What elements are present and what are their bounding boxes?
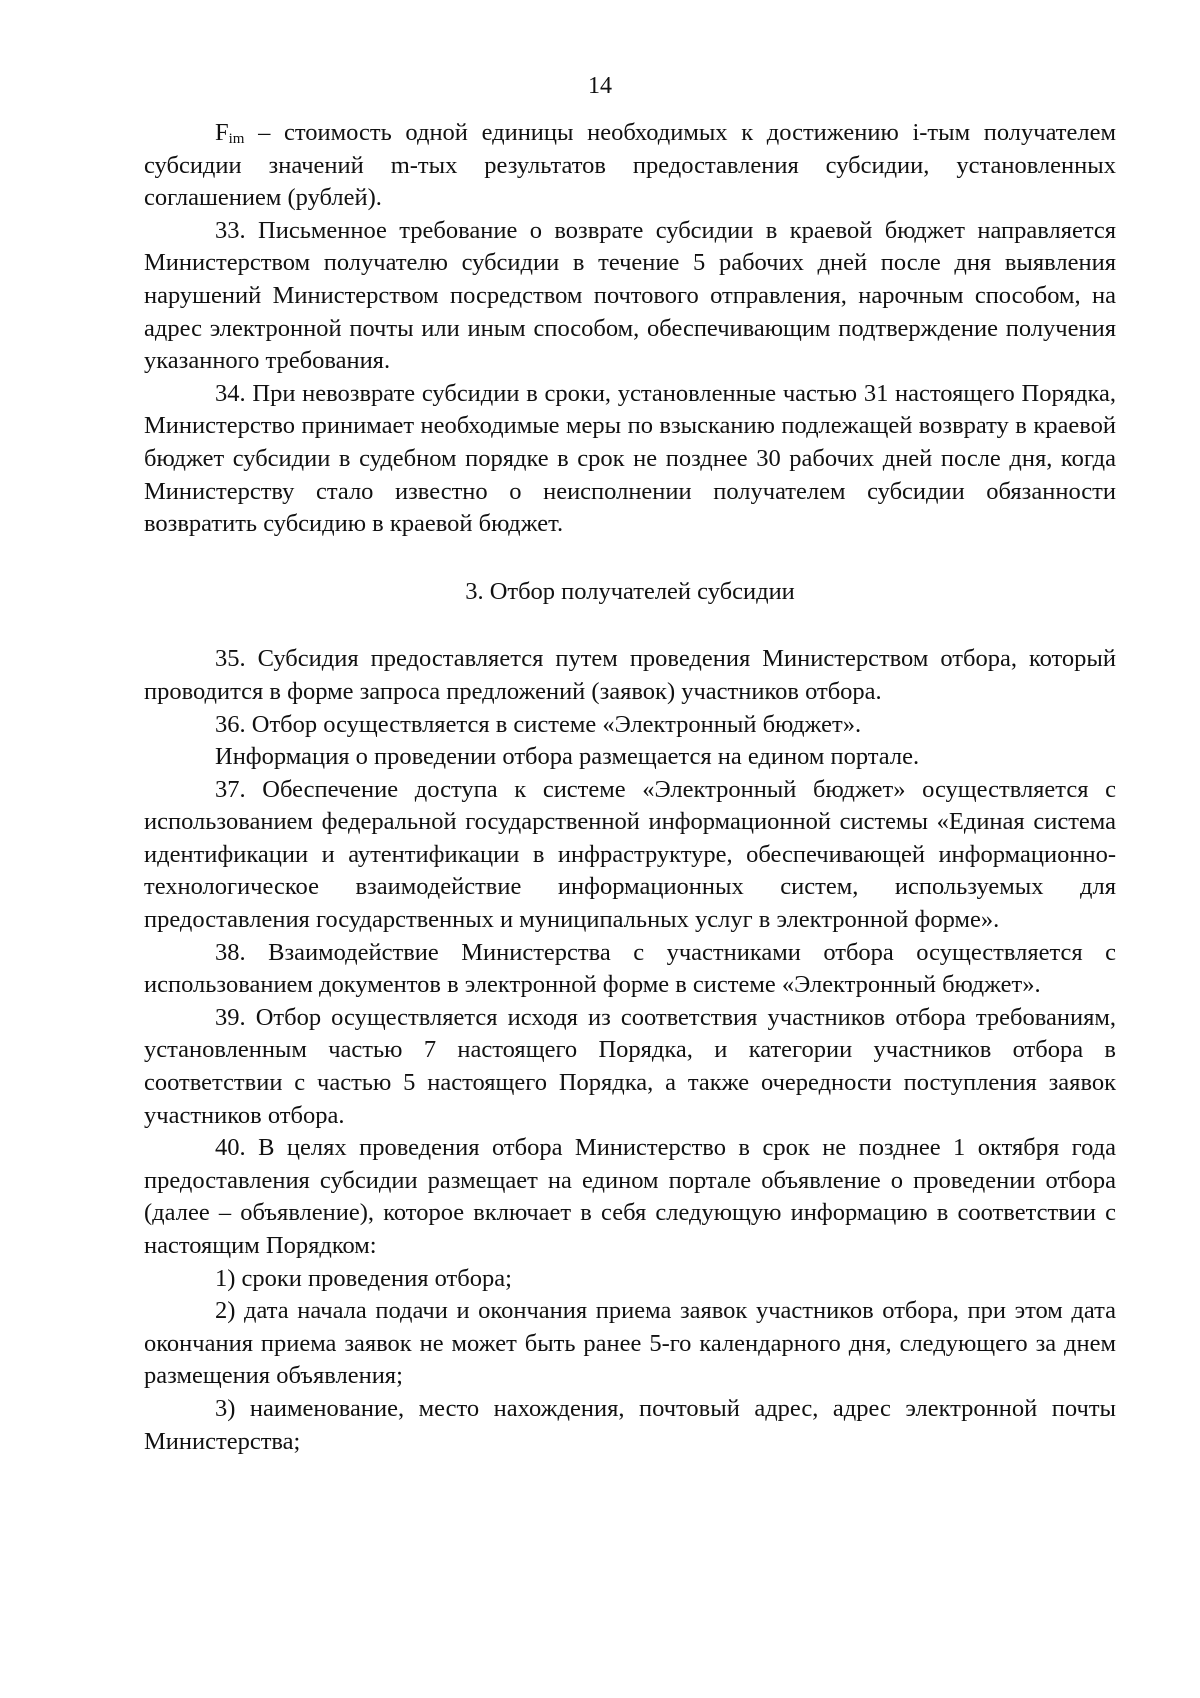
page-number: 14 (588, 73, 612, 99)
paragraph-37: 37. Обеспечение доступа к системе «Электронный бюджет» осуществляется с использованием федеральной государственной информационной системы «Единая система идентификации и аутентификации в инфраструктуре, обеспечивающей информационно-технологическое взаимодействие информационных систем, используемых для предоставления государственных и муниципальных услуг в электронной форме». (144, 775, 1116, 934)
paragraph-39: 39. Отбор осуществляется исходя из соответствия участников отбора требованиям, установленным частью 7 настоящего Порядка, и категории участников отбора в соответствии с частью 5 настоящего Порядка, а также очередности поступления заявок участников отбора. (144, 1003, 1116, 1129)
paragraph-40: 40. В целях проведения отбора Министерство в срок не позднее 1 октября года предоставления субсидии размещает на едином портале объявление о проведении отбора (далее – объявление), которое включает в себя следующую информацию в соответствии с настоящим Порядком: (144, 1134, 1116, 1259)
formula-definition: – стоимость одной единицы необходимых к достижению i-тым получателем субсидии значений m-тых результатов предоставления субсидии, установленных соглашением (рублей). (144, 119, 1116, 212)
paragraph-34: 34. При невозврате субсидии в сроки, установленные частью 31 настоящего Порядка, Министерство принимает необходимые меры по взысканию подлежащей возврату в краевой бюджет субсидии в судебном порядке в срок не позднее 30 рабочих дней после дня, когда Министерству стало известно о неисполнении получателем субсидии обязанности возвратить субсидию в краевой бюджет. (144, 379, 1116, 538)
document-body (144, 117, 1116, 1458)
paragraph-33: 33. Письменное требование о возврате субсидии в краевой бюджет направляется Министерством получателю субсидии в течение 5 рабочих дней после дня выявления нарушений Министерством посредством почтового отправления, нарочным способом, на адрес электронной почты или иным способом, обеспечивающим подтверждение получения указанного требования. (144, 216, 1116, 375)
list-item-1: 1) сроки проведения отбора; (215, 1264, 512, 1292)
paragraph-36-info: Информация о проведении отбора размещается на едином портале. (215, 743, 920, 771)
formula-subscript: im (228, 131, 245, 147)
paragraph-38: 38. Взаимодействие Министерства с участниками отбора осуществляется с использованием документов в электронной форме в системе «Электронный бюджет». (144, 938, 1116, 999)
paragraph-35: 35. Субсидия предоставляется путем проведения Министерством отбора, который проводится в форме запроса предложений (заявок) участников отбора. (144, 645, 1116, 705)
list-item-3: 3) наименование, место нахождения, почтовый адрес, адрес электронной почты Министерства; (144, 1394, 1116, 1455)
list-item-2: 2) дата начала подачи и окончания приема заявок участников отбора, при этом дата окончания приема заявок не может быть ранее 5-го календарного дня, следующего за днем размещения объявления; (144, 1297, 1116, 1390)
formula-symbol: F (215, 119, 229, 146)
section-heading: 3. Отбор получателей субсидии (465, 577, 795, 605)
paragraph-f-im-definition (144, 117, 1116, 215)
paragraph-36: 36. Отбор осуществляется в системе «Электронный бюджет». (215, 710, 862, 738)
